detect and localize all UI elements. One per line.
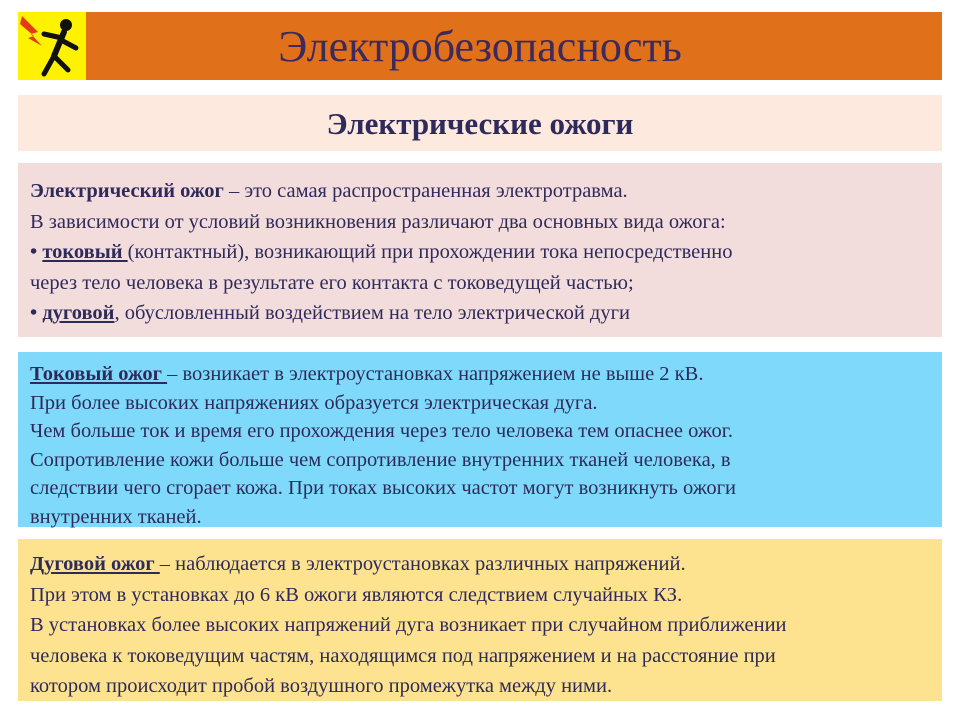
text-line: котором происходит пробой воздушного промежутка между ними. xyxy=(30,675,613,697)
page-title: Электробезопасность xyxy=(278,22,682,71)
bullet-mark: • xyxy=(30,302,43,324)
text-line: внутренних тканей. xyxy=(30,505,202,528)
current-burn-panel xyxy=(18,352,942,527)
text-line: человека к токоведущим частям, находящимся под напряжением и на расстояние при xyxy=(30,644,776,667)
bullet-current-burn xyxy=(30,237,930,268)
current-burn-definition xyxy=(30,360,930,389)
text-line: В установках более высоких напряжений дуга возникает при случайном приближении xyxy=(30,614,787,636)
bullet-text: (контактный), возникающий при прохождении тока непосредственно xyxy=(127,241,733,263)
subtitle-panel xyxy=(18,95,942,151)
section-title: Электрические ожоги xyxy=(326,106,634,141)
title-bar xyxy=(18,12,942,80)
term-arc-burn: дуговой xyxy=(42,302,115,324)
bullet-arc-burn xyxy=(30,298,930,329)
electric-burn-panel xyxy=(18,163,942,337)
term-arc-burn-heading: Дуговой ожог xyxy=(30,553,160,575)
text-line: При более высоких напряжениях образуется электрическая дуга. xyxy=(30,391,598,414)
arc-burn-definition xyxy=(30,549,930,580)
text-line: следствии чего сгорает кожа. При токах высоких частот могут возникнуть ожоги xyxy=(30,477,737,499)
text-line: Чем больше ток и время его прохождения через тело человека тем опаснее ожог. xyxy=(30,420,733,442)
definition-text: – наблюдается в электроустановках различных напряжений. xyxy=(159,553,686,575)
term-current-burn-heading: Токовый ожог xyxy=(30,363,168,385)
term-current-burn: токовый xyxy=(42,241,128,263)
definition-line xyxy=(30,176,930,207)
bullet-text: , обусловленный воздействием на тело электрической дуги xyxy=(114,302,630,324)
types-intro-line: В зависимости от условий возникновения различают два основных вида ожога: xyxy=(30,210,726,233)
arc-burn-panel xyxy=(18,539,942,701)
bullet-mark: • xyxy=(30,241,43,263)
term-electric-burn: Электрический ожог xyxy=(30,180,224,202)
definition-text: – возникает в электроустановках напряжением не выше 2 кВ. xyxy=(167,363,704,385)
definition-text: – это самая распространенная электротравма. xyxy=(223,180,628,202)
text-line: При этом в установках до 6 кВ ожоги являются следствием случайных КЗ. xyxy=(30,583,683,606)
continuation-line: через тело человека в результате его контакта с токоведущей частью; xyxy=(30,271,634,294)
text-line: Сопротивление кожи больше чем сопротивление внутренних тканей человека, в xyxy=(30,448,731,471)
